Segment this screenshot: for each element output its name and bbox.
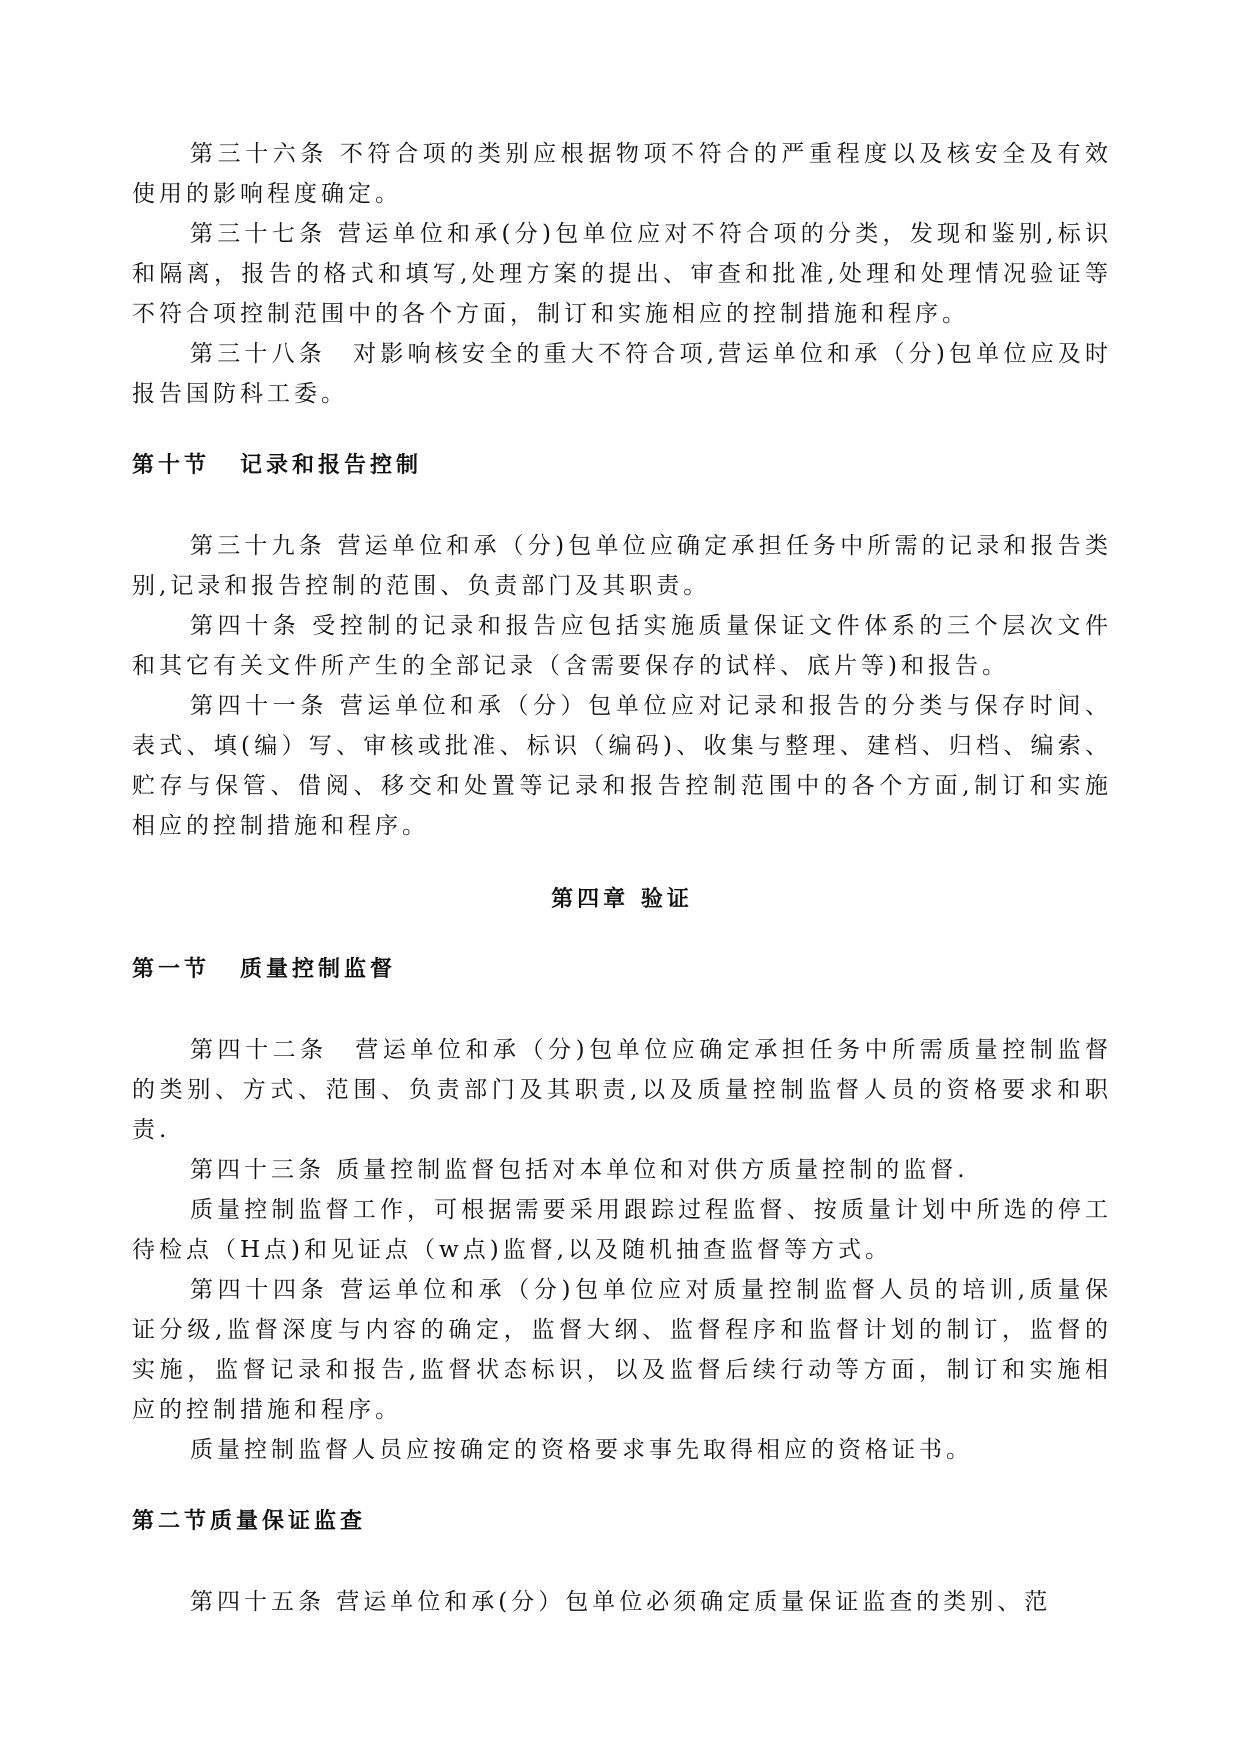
document-page <box>132 134 1112 1622</box>
article-42: 第四十二条 营运单位和承（分)包单位应确定承担任务中所需质量控制监督的类别、方式、范围、负责部门及其职责,以及质量控制监督人员的资格要求和职责. <box>132 1037 1112 1143</box>
chapter-4-title: 第四章 验证 <box>551 887 693 912</box>
section-1-heading <box>132 954 1112 986</box>
article-41: 第四十一条 营运单位和承（分）包单位应对记录和报告的分类与保存时间、表式、填(编）写、审核或批准、标识（编码)、收集与整理、建档、归档、编索、贮存与保管、借阅、移交和处置等记录和报告控制范围中的各个方面,制订和实施相应的控制措施和程序。 <box>132 693 1112 839</box>
article-38: 第三十八条 对影响核安全的重大不符合项,营运单位和承（分)包单位应及时报告国防科工委。 <box>132 341 1112 407</box>
section-number: 第十节 <box>132 453 211 478</box>
article-37: 第三十七条 营运单位和承(分)包单位应对不符合项的分类，发现和鉴别,标识和隔离，报告的格式和填写,处理方案的提出、审查和批准,处理和处理情况验证等不符合项控制范围中的各个方面，制订和实施相应的控制措施和程序。 <box>132 221 1112 327</box>
section-2-heading: 第二节质量保证监查 <box>132 1509 367 1534</box>
article-44: 第四十四条 营运单位和承（分)包单位应对质量控制监督人员的培训,质量保证分级,监督深度与内容的确定，监督大纲、监督程序和监督计划的制订，监督的实施，监督记录和报告,监督状态标识，以及监督后续行动等方面，制订和实施相应的控制措施和程序。 <box>132 1277 1112 1423</box>
section-title: 记录和报告控制 <box>240 453 423 478</box>
article-45: 第四十五条 营运单位和承(分）包单位必须确定质量保证监查的类别、范 <box>190 1589 1052 1615</box>
section-title: 质量控制监督 <box>240 957 397 982</box>
section-number: 第一节 <box>132 957 211 982</box>
article-40: 第四十条 受控制的记录和报告应包括实施质量保证文件体系的三个层次文件和其它有关文件所产生的全部记录（含需要保存的试样、底片等)和报告。 <box>132 613 1112 679</box>
section-10-heading <box>132 450 1112 482</box>
paragraph-qc-certificates: 质量控制监督人员应按确定的资格要求事先取得相应的资格证书。 <box>190 1437 973 1463</box>
article-36: 第三十六条 不符合项的类别应根据物项不符合的严重程度以及核安全及有效使用的影响程度确定。 <box>132 141 1112 207</box>
paragraph-qc-methods: 质量控制监督工作，可根据需要采用跟踪过程监督、按质量计划中所选的停工待检点（H点)和见证点（w点)监督,以及随机抽查监督等方式。 <box>132 1197 1112 1263</box>
article-39: 第三十九条 营运单位和承（分)包单位应确定承担任务中所需的记录和报告类别,记录和报告控制的范围、负责部门及其职责。 <box>132 533 1112 599</box>
article-43: 第四十三条 质量控制监督包括对本单位和对供方质量控制的监督. <box>190 1157 969 1183</box>
